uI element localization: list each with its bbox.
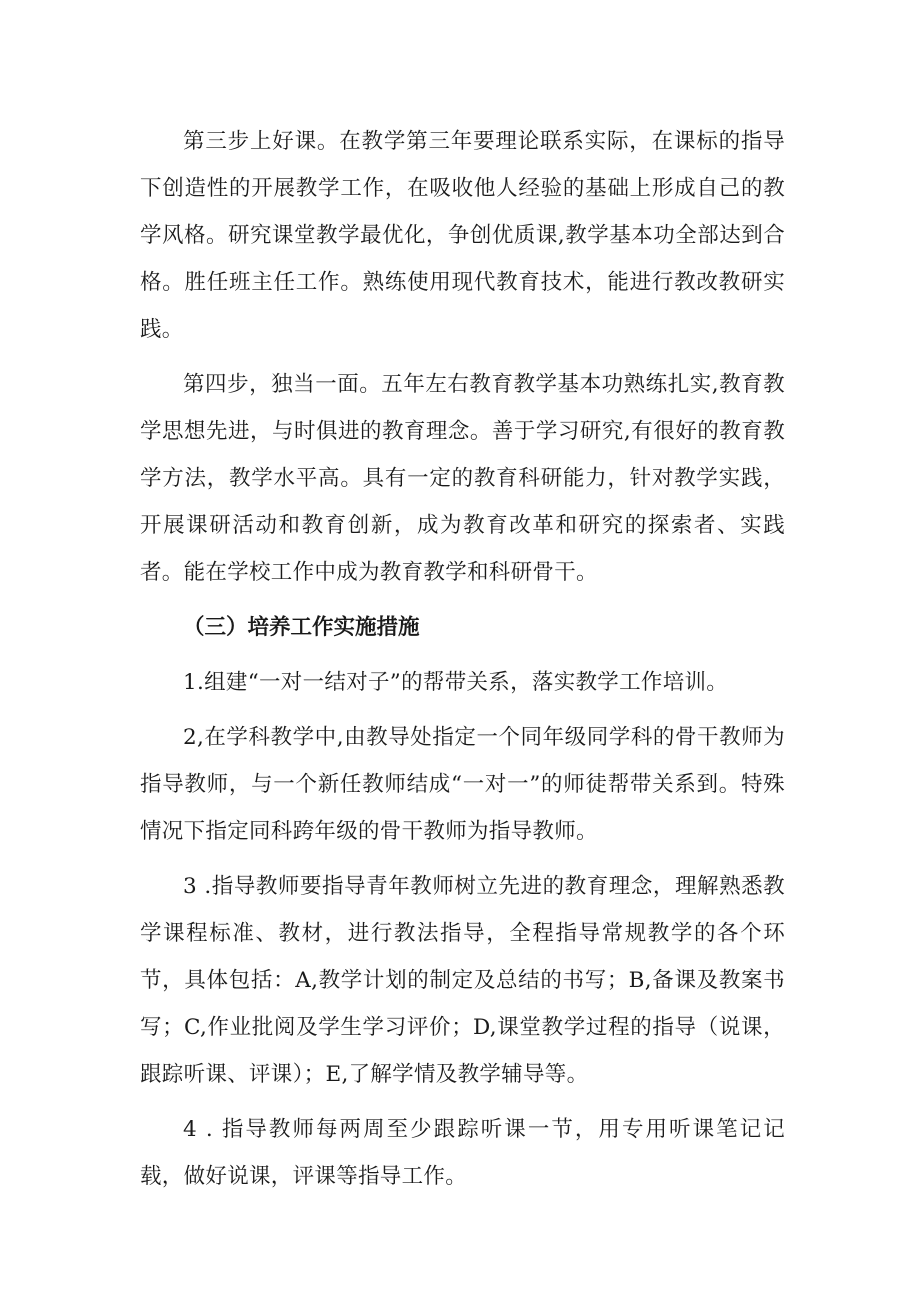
paragraph-step-four: 第四步，独当一面。五年左右教育教学基本功熟练扎实,教育教学思想先进，与时俱进的教育理念。善于学习研究,有很好的教育教学方法，教学水平高。具有一定的教育科研能力，针对教学实践，开展课研活动和教育创新，成为教育改革和研究的探索者、实践者。能在学校工作中成为教育教学和科研骨干。 bbox=[140, 372, 785, 585]
section-heading: （三）培养工作实施措施 bbox=[183, 615, 420, 640]
measure-item-3: 3 .指导教师要指导青年教师树立先进的教育理念，理解熟悉教学课程标准、教材，进行教法指导，全程指导常规教学的各个环节，具体包括：A,教学计划的制定及总结的书写；B,备课及教案书写；C,作业批阅及学生学习评价；D,课堂教学过程的指导（说课，跟踪听课、评课）；E,了解学情及教学辅导等。 bbox=[140, 874, 785, 1087]
measure-item-4: 4 . 指导教师每两周至少跟踪听课一节，用专用听课笔记记载，做好说课，评课等指导工作。 bbox=[140, 1117, 785, 1189]
measure-item-1: 1.组建“一对一结对子”的帮带关系，落实教学工作培训。 bbox=[183, 670, 729, 695]
paragraph-step-three: 第三步上好课。在教学第三年要理论联系实际，在课标的指导下创造性的开展教学工作，在吸收他人经验的基础上形成自己的教学风格。研究课堂教学最优化，争创优质课,教学基本功全部达到合格。胜任班主任工作。熟练使用现代教育技术，能进行教改教研实践。 bbox=[140, 129, 785, 342]
document-body bbox=[140, 118, 785, 1208]
measure-item-2: 2,在学科教学中,由教导处指定一个同年级同学科的骨干教师为指导教师，与一个新任教师结成“一对一”的师徒帮带关系到。特殊情况下指定同科跨年级的骨干教师为指导教师。 bbox=[140, 725, 785, 844]
